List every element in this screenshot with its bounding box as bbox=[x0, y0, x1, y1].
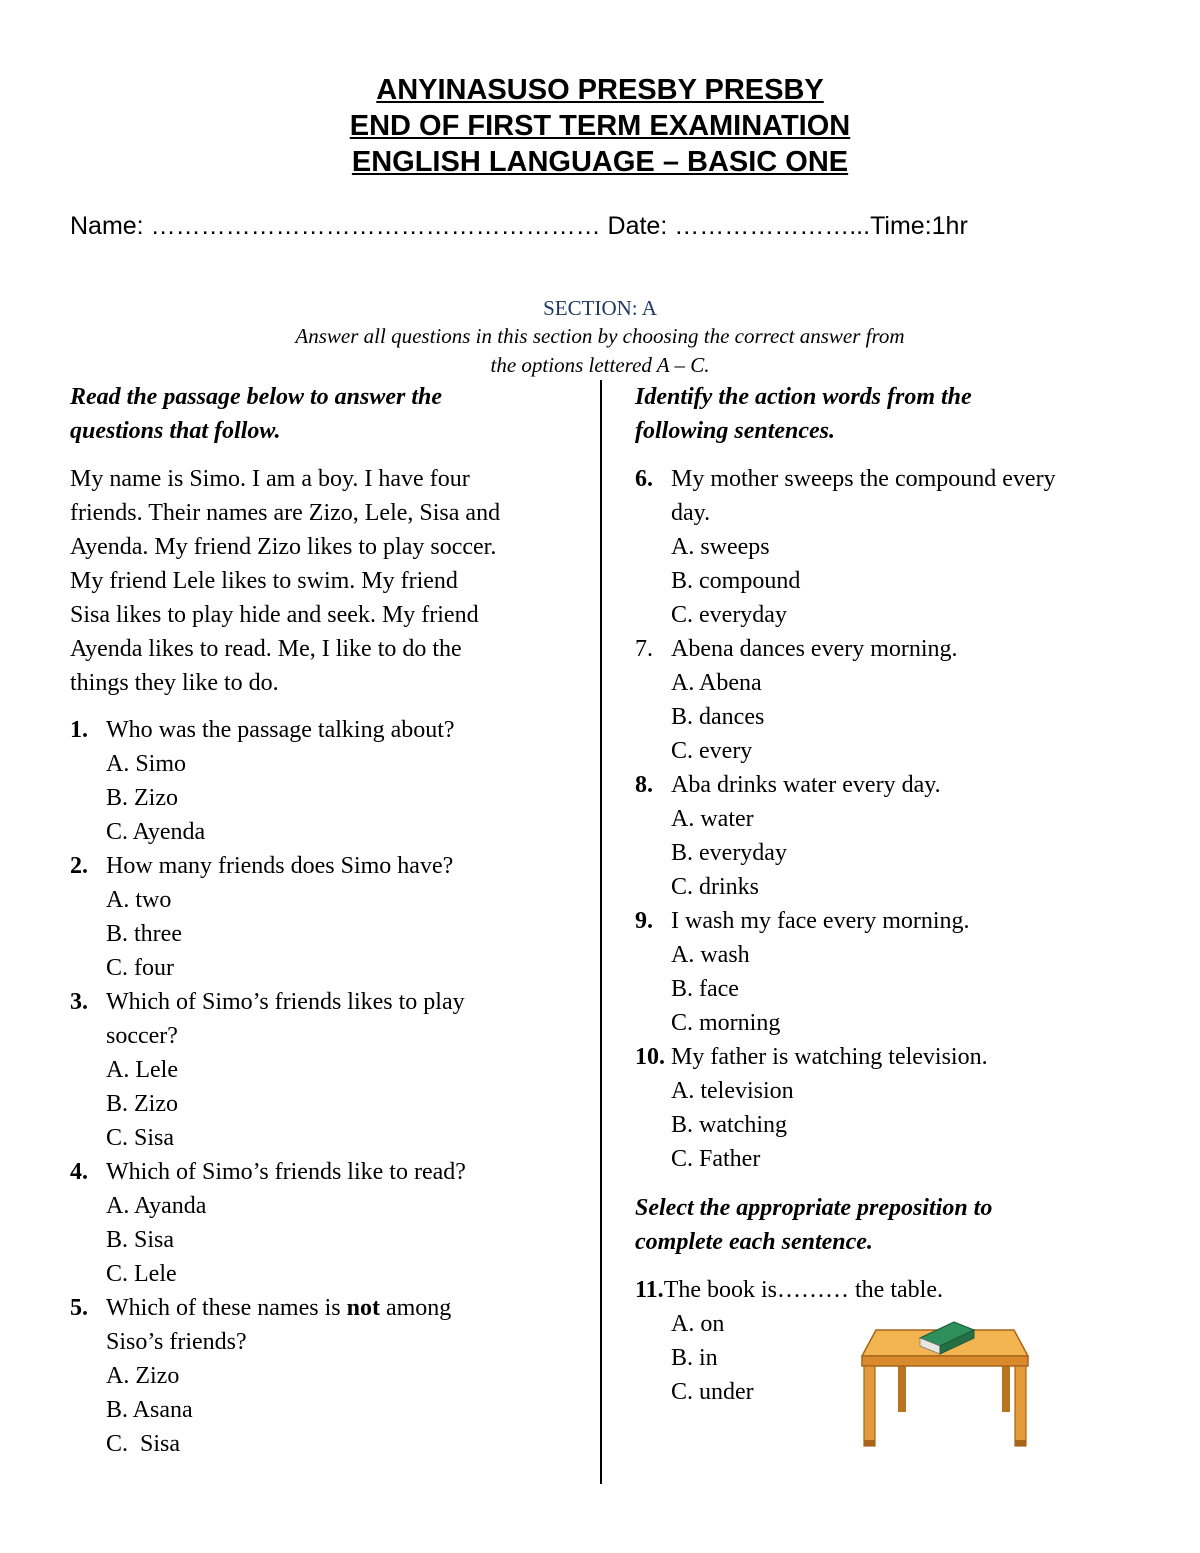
question-4 bbox=[70, 1155, 570, 1189]
question-number: 4. bbox=[70, 1159, 88, 1185]
question-text: I wash my face every morning. bbox=[671, 908, 970, 934]
option-c[interactable]: C. every bbox=[671, 738, 753, 764]
option-c[interactable]: C. Sisa bbox=[106, 1125, 175, 1151]
school-name: ANYINASUSO PRESBY PRESBY bbox=[376, 74, 824, 106]
question-number: 10. bbox=[635, 1044, 665, 1070]
question-number: 2. bbox=[70, 853, 88, 879]
question-text: Which of these names is bbox=[106, 1295, 347, 1321]
column-divider bbox=[600, 380, 602, 1484]
passage-line: Sisa likes to play hide and seek. My friend bbox=[70, 602, 479, 628]
tabletop-edge bbox=[862, 1356, 1028, 1366]
question-number: 11. bbox=[635, 1277, 664, 1303]
option-c[interactable]: C. Sisa bbox=[106, 1431, 181, 1457]
right-column bbox=[635, 380, 1125, 1409]
option-a[interactable]: A. water bbox=[671, 806, 754, 832]
option-b[interactable]: B. dances bbox=[671, 704, 765, 730]
table-leg-back-right bbox=[1002, 1364, 1010, 1412]
student-info-line bbox=[70, 212, 968, 241]
option-c[interactable]: C. under bbox=[671, 1379, 754, 1405]
option-a[interactable]: A. sweeps bbox=[671, 534, 770, 560]
question-emphasis: not bbox=[346, 1295, 380, 1321]
table-leg-back-left bbox=[898, 1364, 906, 1412]
option-a[interactable]: A. Abena bbox=[671, 670, 762, 696]
preposition-heading-line2: complete each sentence. bbox=[635, 1229, 873, 1255]
name-field[interactable]: Name: ……………………………………………… bbox=[70, 212, 608, 240]
question-text: My father is watching television. bbox=[671, 1044, 988, 1070]
option-c[interactable]: C. Lele bbox=[106, 1261, 177, 1287]
section-title: SECTION: A bbox=[543, 296, 657, 320]
question-3 bbox=[70, 985, 570, 1053]
subject-title: ENGLISH LANGUAGE – BASIC ONE bbox=[351, 146, 849, 178]
question-text-after: among bbox=[379, 1295, 452, 1321]
option-b[interactable]: B. three bbox=[106, 921, 182, 947]
date-field[interactable]: Date: …………………... bbox=[607, 212, 871, 240]
question-number: 7. bbox=[635, 636, 653, 662]
question-11 bbox=[635, 1273, 1125, 1307]
option-b[interactable]: B. everyday bbox=[671, 840, 787, 866]
question-number: 5. bbox=[70, 1295, 88, 1321]
section-instruction-line2: the options lettered A – C. bbox=[490, 353, 710, 377]
table-foot bbox=[1015, 1440, 1026, 1446]
spacer bbox=[635, 1176, 1125, 1191]
question-7 bbox=[635, 632, 1125, 666]
question-text: Which of Simo’s friends like to read? bbox=[106, 1159, 466, 1185]
passage-line: Ayenda. My friend Zizo likes to play soccer. bbox=[70, 534, 497, 560]
option-c[interactable]: C. everyday bbox=[671, 602, 787, 628]
passage-heading bbox=[70, 380, 570, 448]
option-b[interactable]: B. Zizo bbox=[106, 1091, 178, 1117]
option-b[interactable]: B. Zizo bbox=[106, 785, 178, 811]
exam-header bbox=[0, 72, 1200, 180]
option-b[interactable]: B. face bbox=[671, 976, 739, 1002]
option-c[interactable]: C. morning bbox=[671, 1010, 781, 1036]
passage-heading-line2: questions that follow. bbox=[70, 418, 281, 444]
question-text-cont: Siso’s friends? bbox=[106, 1329, 247, 1355]
question-1 bbox=[70, 713, 570, 747]
question-text-cont: soccer? bbox=[106, 1023, 178, 1049]
question-text: Aba drinks water every day. bbox=[671, 772, 941, 798]
passage-line: My friend Lele likes to swim. My friend bbox=[70, 568, 458, 594]
question-text-cont: day. bbox=[671, 500, 711, 526]
action-words-heading-line2: following sentences. bbox=[635, 418, 836, 444]
option-b[interactable]: B. watching bbox=[671, 1112, 787, 1138]
question-text: Abena dances every morning. bbox=[671, 636, 958, 662]
option-a[interactable]: A. Ayanda bbox=[106, 1193, 207, 1219]
option-a[interactable]: A. Simo bbox=[106, 751, 187, 777]
question-number: 1. bbox=[70, 717, 88, 743]
option-a[interactable]: A. wash bbox=[671, 942, 750, 968]
action-words-heading bbox=[635, 380, 1125, 448]
preposition-heading-line1: Select the appropriate preposition to bbox=[635, 1195, 993, 1221]
question-text: Which of Simo’s friends likes to play bbox=[106, 989, 465, 1015]
question-5 bbox=[70, 1291, 570, 1359]
question-6 bbox=[635, 462, 1125, 530]
option-c[interactable]: C. Father bbox=[671, 1146, 761, 1172]
option-c[interactable]: C. four bbox=[106, 955, 174, 981]
table-leg-front-right bbox=[1015, 1366, 1026, 1446]
table-with-book-illustration bbox=[856, 1316, 1034, 1450]
exam-title: END OF FIRST TERM EXAMINATION bbox=[349, 110, 851, 142]
passage-line: friends. Their names are Zizo, Lele, Sisa and bbox=[70, 500, 501, 526]
question-10 bbox=[635, 1040, 1125, 1074]
question-number: 9. bbox=[635, 908, 653, 934]
question-number: 3. bbox=[70, 989, 88, 1015]
question-number: 6. bbox=[635, 466, 653, 492]
time-label: Time:1hr bbox=[870, 212, 968, 240]
option-a[interactable]: A. television bbox=[671, 1078, 794, 1104]
question-text: Who was the passage talking about? bbox=[106, 717, 455, 743]
option-a[interactable]: A. Lele bbox=[106, 1057, 178, 1083]
passage-line: things they like to do. bbox=[70, 670, 279, 696]
table-leg-front-left bbox=[864, 1366, 875, 1446]
question-8 bbox=[635, 768, 1125, 802]
question-number: 8. bbox=[635, 772, 653, 798]
preposition-heading bbox=[635, 1191, 1125, 1259]
passage-heading-line1: Read the passage below to answer the bbox=[70, 384, 443, 410]
passage-line: My name is Simo. I am a boy. I have four bbox=[70, 466, 470, 492]
section-header bbox=[0, 294, 1200, 380]
question-9 bbox=[635, 904, 1125, 938]
option-b[interactable]: B. Sisa bbox=[106, 1227, 175, 1253]
question-text: How many friends does Simo have? bbox=[106, 853, 454, 879]
left-column bbox=[70, 380, 570, 1461]
option-b[interactable]: B. in bbox=[671, 1345, 718, 1371]
option-a[interactable]: A. two bbox=[106, 887, 172, 913]
table-foot bbox=[864, 1440, 875, 1446]
passage-line: Ayenda likes to read. Me, I like to do the bbox=[70, 636, 462, 662]
question-text: The book is……… the table. bbox=[663, 1277, 943, 1303]
action-words-heading-line1: Identify the action words from the bbox=[635, 384, 972, 410]
section-instruction-line1: Answer all questions in this section by choosing the correct answer from bbox=[295, 324, 905, 348]
option-c[interactable]: C. Ayenda bbox=[106, 819, 206, 845]
option-b[interactable]: B. Asana bbox=[106, 1397, 193, 1423]
option-a[interactable]: A. on bbox=[671, 1311, 725, 1337]
question-text: My mother sweeps the compound every bbox=[671, 466, 1056, 492]
reading-passage bbox=[70, 462, 570, 700]
question-2 bbox=[70, 849, 570, 883]
option-a[interactable]: A. Zizo bbox=[106, 1363, 180, 1389]
option-b[interactable]: B. compound bbox=[671, 568, 801, 594]
option-c[interactable]: C. drinks bbox=[671, 874, 760, 900]
